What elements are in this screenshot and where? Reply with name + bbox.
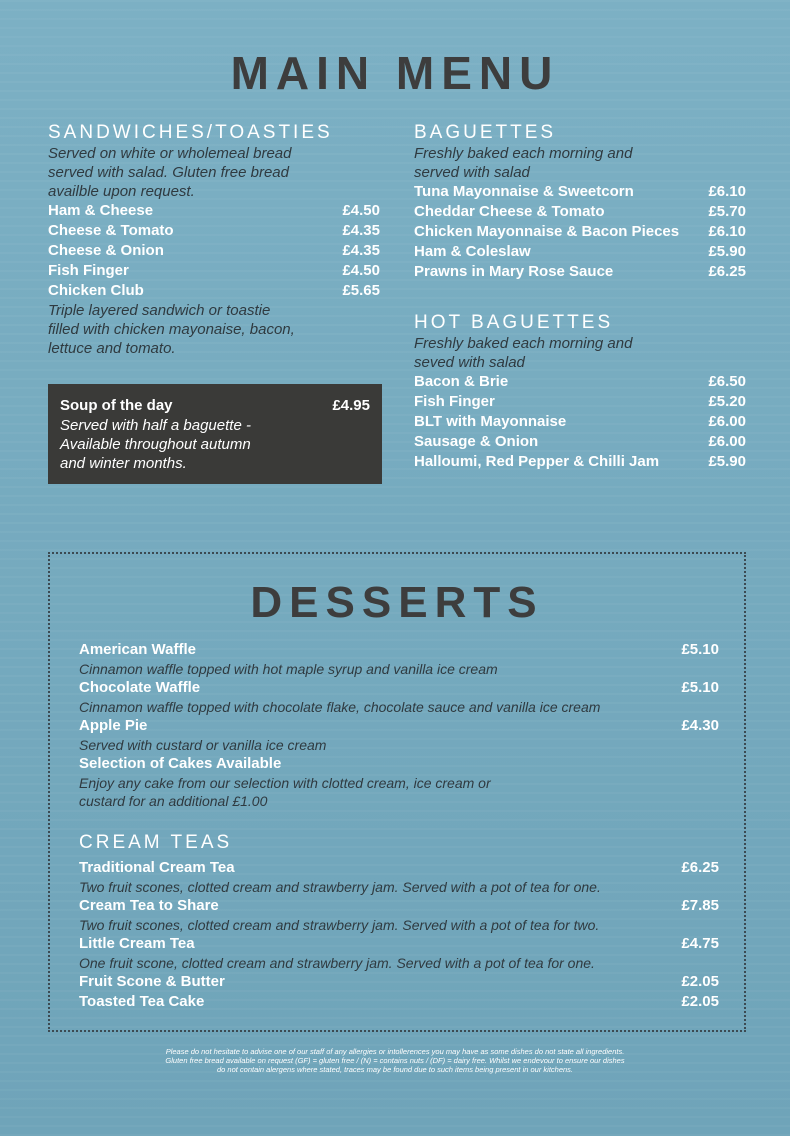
chicken-club-description (48, 301, 380, 358)
dessert-row (79, 716, 719, 736)
page-title: MAIN MENU (230, 47, 560, 99)
cream-teas-heading: CREAM TEAS (79, 832, 233, 853)
menu-item (414, 412, 746, 432)
item-name: Ham & Cheese (48, 202, 154, 219)
menu-item (48, 221, 380, 241)
menu-item (414, 202, 746, 222)
baguette-list (414, 182, 746, 282)
item-price: £6.25 (681, 859, 719, 876)
item-name: Ham & Coleslaw (414, 243, 531, 260)
menu-item (48, 201, 380, 221)
soup-name: Soup of the day (60, 397, 173, 414)
baguettes-heading: BAGUETTES (414, 122, 557, 143)
item-name: Bacon & Brie (414, 373, 509, 390)
soup-item (60, 396, 370, 416)
item-price: £6.10 (708, 223, 746, 240)
item-price: £5.20 (708, 393, 746, 410)
item-name: Cream Tea to Share (79, 897, 219, 914)
menu-item (48, 281, 380, 301)
dessert-row (79, 640, 719, 660)
sandwiches-heading: SANDWICHES/TOASTIES (48, 122, 333, 143)
hot-baguette-list (414, 372, 746, 472)
item-name: Fish Finger (48, 262, 129, 279)
item-price: £2.05 (681, 973, 719, 990)
item-name: Little Cream Tea (79, 935, 195, 952)
item-price: £4.30 (681, 717, 719, 734)
intro-line: served with salad (414, 164, 530, 181)
item-name: Cheese & Onion (48, 242, 164, 259)
item-price: £4.35 (342, 222, 380, 239)
desc-line: and winter months. (60, 455, 187, 472)
dessert-row (79, 754, 719, 774)
item-name: Tuna Mayonnaise & Sweetcorn (414, 183, 634, 200)
menu-item (414, 372, 746, 392)
item-price: £6.10 (708, 183, 746, 200)
cream-tea-row (79, 934, 719, 954)
allergy-footer (95, 1047, 695, 1074)
soup-of-the-day-box (48, 384, 382, 484)
menu-item (414, 452, 746, 472)
item-name: Fruit Scone & Butter (79, 973, 225, 990)
item-description: Cinnamon waffle topped with hot maple syrup and vanilla ice cream (79, 661, 498, 677)
item-price: £2.05 (681, 993, 719, 1010)
item-price: £5.10 (681, 679, 719, 696)
sandwiches-section (48, 122, 380, 358)
item-price: £6.00 (708, 413, 746, 430)
sandwich-list (48, 201, 380, 301)
item-name: Sausage & Onion (414, 433, 539, 450)
item-description: Served with custard or vanilla ice cream (79, 737, 327, 753)
dessert-item (79, 716, 719, 754)
item-name: Chicken Mayonnaise & Bacon Pieces (414, 223, 680, 240)
item-name: Chocolate Waffle (79, 679, 201, 696)
cream-tea-row (79, 972, 719, 992)
item-name: Chicken Club (48, 282, 144, 299)
item-name: Prawns in Mary Rose Sauce (414, 263, 614, 280)
footer-line: do not contain alergens where stated, traces may be found due to such items being present in our kitchens. (216, 1065, 574, 1074)
cream-tea-row (79, 858, 719, 878)
menu-item (48, 261, 380, 281)
desc-line: Triple layered sandwich or toastie (48, 302, 271, 319)
cream-tea-item (79, 858, 719, 896)
item-price: £5.90 (708, 243, 746, 260)
soup-price: £4.95 (332, 397, 370, 414)
intro-line: Freshly baked each morning and (414, 335, 633, 352)
dessert-item (79, 640, 719, 678)
item-price: £5.70 (708, 203, 746, 220)
item-price: £7.85 (681, 897, 719, 914)
hot-baguettes-section (414, 312, 746, 472)
desc-line: filled with chicken mayonaise, bacon, (48, 321, 295, 338)
cream-tea-item (79, 896, 719, 934)
item-name: BLT with Mayonnaise (414, 413, 567, 430)
item-description: Two fruit scones, clotted cream and strawberry jam. Served with a pot of tea for one. (79, 879, 601, 895)
baguettes-section (414, 122, 746, 282)
item-name: Fish Finger (414, 393, 495, 410)
menu-item (414, 222, 746, 242)
item-description: Cinnamon waffle topped with chocolate flake, chocolate sauce and vanilla ice cream (79, 699, 601, 715)
menu-item (414, 392, 746, 412)
item-price: £4.35 (342, 242, 380, 259)
hot-baguettes-intro (414, 334, 746, 372)
item-price: £6.50 (708, 373, 746, 390)
item-price: £5.10 (681, 641, 719, 658)
item-name: Traditional Cream Tea (79, 859, 235, 876)
item-price: £5.65 (342, 282, 380, 299)
item-price: £6.00 (708, 433, 746, 450)
intro-line: availble upon request. (48, 183, 195, 200)
item-description: One fruit scone, clotted cream and strawberry jam. Served with a pot of tea for one. (79, 955, 595, 971)
menu-item (48, 241, 380, 261)
item-price: £4.75 (681, 935, 719, 952)
item-price: £4.50 (342, 202, 380, 219)
item-name: Halloumi, Red Pepper & Chilli Jam (414, 453, 660, 470)
dessert-row (79, 678, 719, 698)
item-name: Apple Pie (79, 717, 148, 734)
footer-line: Gluten free bread available on request (GF) = gluten free / (N) = contains nuts / (DF) = dairy free. Whilst we endevour to ensure our dishes (165, 1056, 625, 1065)
intro-line: Freshly baked each morning and (414, 145, 633, 162)
cream-tea-row (79, 896, 719, 916)
intro-line: Served on white or wholemeal bread (48, 145, 292, 162)
dessert-item (79, 678, 719, 716)
item-price: £5.90 (708, 453, 746, 470)
menu-item (414, 182, 746, 202)
soup-description (60, 416, 370, 473)
intro-line: seved with salad (414, 354, 525, 371)
desserts-list (79, 640, 719, 1012)
footer-line: Please do not hesitate to advise one of our staff of any allergies or intollerences you may have as some dishes do not state all ingredients. (165, 1047, 625, 1056)
item-price: £6.25 (708, 263, 746, 280)
desc-line: Served with half a baguette - (60, 417, 251, 434)
intro-line: served with salad. Gluten free bread (48, 164, 289, 181)
item-description: custard for an additional £1.00 (79, 793, 268, 809)
desc-line: lettuce and tomato. (48, 340, 176, 357)
cream-tea-row (79, 992, 719, 1012)
item-description: Two fruit scones, clotted cream and strawberry jam. Served with a pot of tea for two. (79, 917, 600, 933)
desc-line: Available throughout autumn (60, 436, 251, 453)
item-name: Cheese & Tomato (48, 222, 174, 239)
item-description: Enjoy any cake from our selection with clotted cream, ice cream or (79, 775, 491, 791)
baguettes-intro (414, 144, 746, 182)
menu-item (414, 242, 746, 262)
dessert-item (79, 754, 719, 810)
hot-baguettes-heading: HOT BAGUETTES (414, 312, 614, 333)
sandwiches-intro (48, 144, 380, 201)
item-name: Cheddar Cheese & Tomato (414, 203, 605, 220)
item-name: Toasted Tea Cake (79, 993, 205, 1010)
item-name: Selection of Cakes Available (79, 755, 282, 772)
menu-item (414, 432, 746, 452)
item-name: American Waffle (79, 641, 196, 658)
desserts-box (48, 552, 746, 1032)
menu-item (414, 262, 746, 282)
desserts-title: DESSERTS (250, 578, 544, 627)
item-price: £4.50 (342, 262, 380, 279)
cream-tea-item (79, 934, 719, 972)
